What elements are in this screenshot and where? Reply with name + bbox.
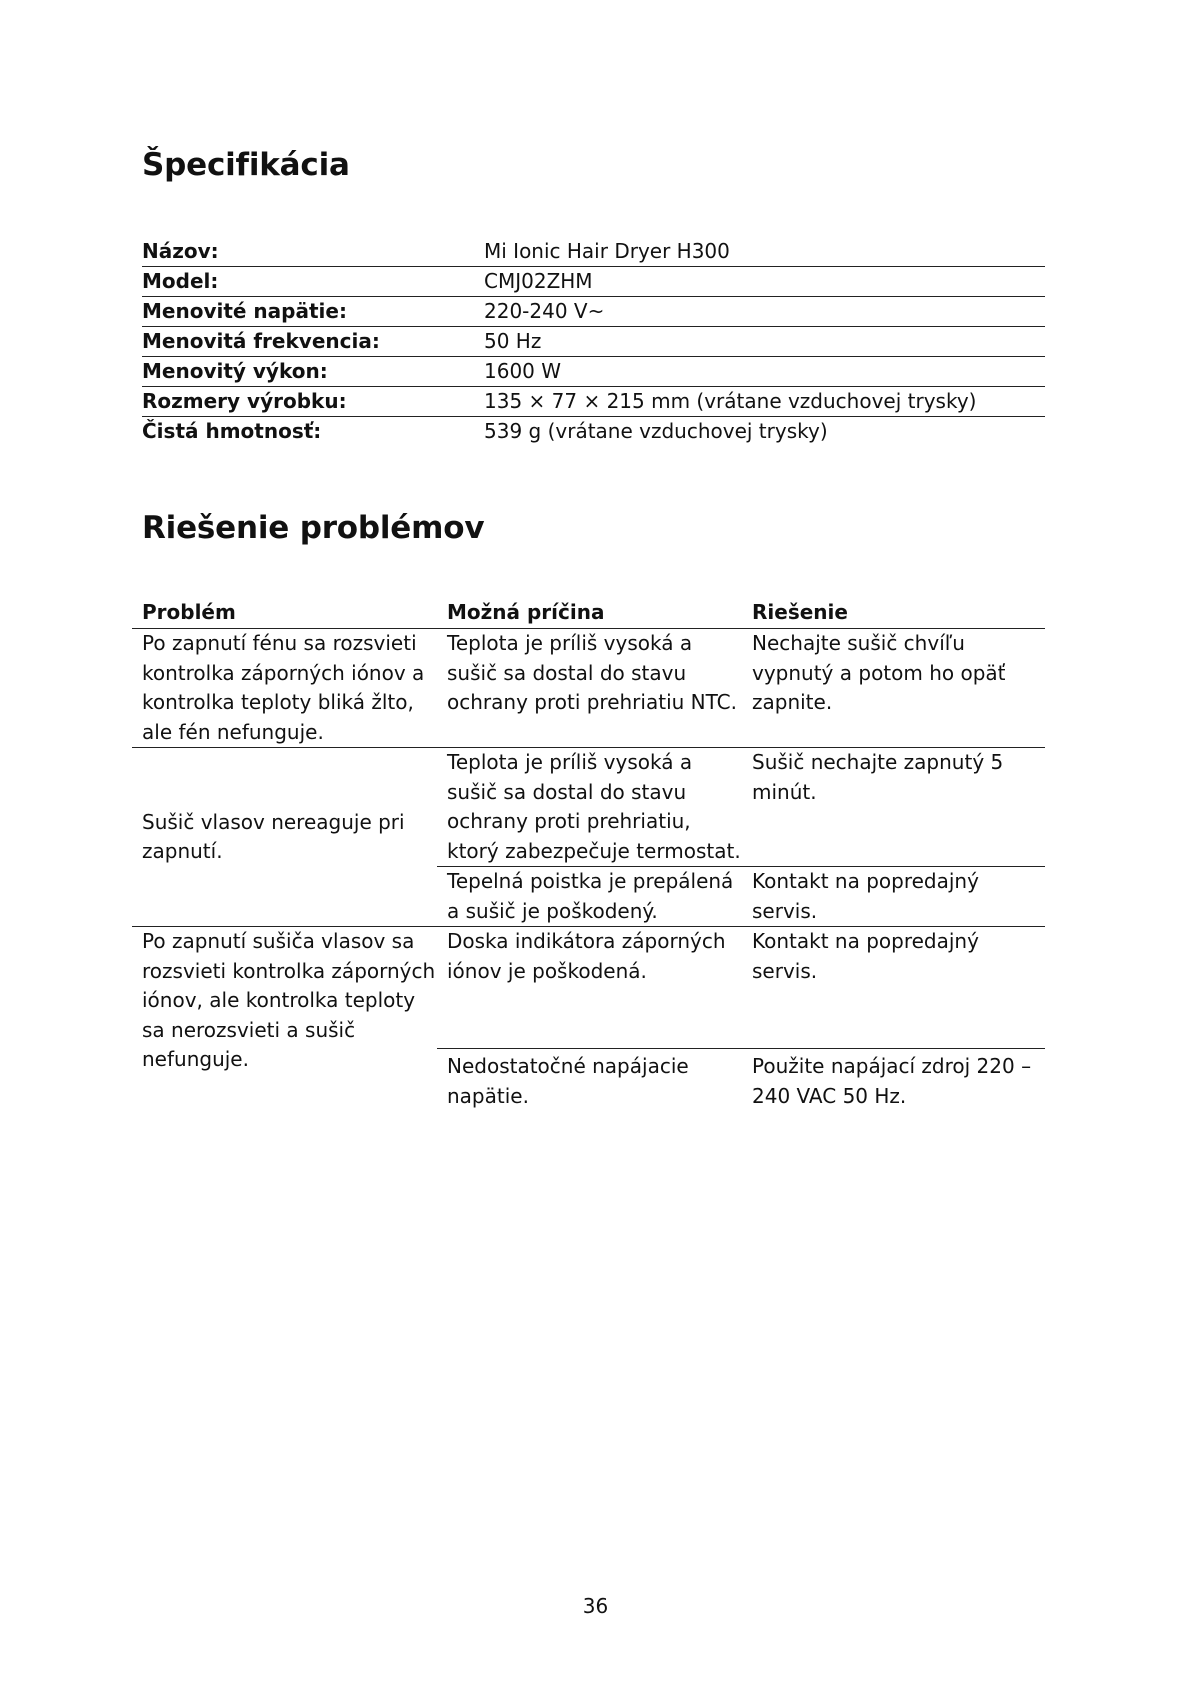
- solution-cell: Nechajte sušič chvíľu vypnutý a potom ho opäť zapnite.: [742, 629, 1045, 748]
- table-row: [132, 927, 1045, 1049]
- spec-value: 1600 W: [484, 357, 1045, 387]
- problem-cell: Sušič vlasov nereaguje pri zapnutí.: [132, 748, 437, 927]
- solution-cell: Kontakt na popredajný servis.: [742, 867, 1045, 927]
- spec-label: Čistá hmotnosť:: [142, 419, 322, 443]
- cause-cell: Tepelná poistka je prepálená a sušič je poškodený.: [437, 867, 742, 927]
- page-number: 36: [582, 1594, 609, 1618]
- cause-cell: Nedostatočné napájacie napätie.: [447, 1054, 689, 1108]
- solution-cell: Sušič nechajte zapnutý 5 minút.: [742, 748, 1045, 867]
- spec-label: Menovitá frekvencia:: [142, 327, 484, 357]
- problem-cell: Po zapnutí sušiča vlasov sa rozsvieti kontrolka záporných iónov, ale kontrolka teploty sa nerozsvieti a sušič nefunguje.: [142, 929, 436, 1071]
- cause-cell: Teplota je príliš vysoká a sušič sa dostal do stavu ochrany proti prehriatiu NTC.: [437, 629, 742, 748]
- spec-label: Názov:: [142, 237, 484, 267]
- spec-row: [142, 387, 1045, 417]
- spec-value: 220-240 V~: [484, 297, 1045, 327]
- spec-row: [142, 237, 1045, 267]
- spec-row: [142, 267, 1045, 297]
- spec-row: [142, 417, 1045, 447]
- column-header-cause: Možná príčina: [437, 598, 742, 629]
- spec-value: 135 × 77 × 215 mm (vrátane vzduchovej trysky): [484, 387, 1045, 417]
- spec-label: Menovité napätie:: [142, 297, 484, 327]
- table-row: [132, 748, 1045, 867]
- column-header-problem: Problém: [132, 598, 437, 629]
- table-header-row: [132, 598, 1045, 629]
- problem-cell: Po zapnutí fénu sa rozsvieti kontrolka záporných iónov a kontrolka teploty bliká žlto, ale fén nefunguje.: [132, 629, 437, 748]
- troubleshooting-heading: Riešenie problémov: [142, 510, 485, 546]
- cause-cell: Teplota je príliš vysoká a sušič sa dostal do stavu ochrany proti prehriatiu, ktorý zabezpečuje termostat.: [437, 748, 742, 867]
- solution-cell: Kontakt na popredajný servis.: [742, 927, 1045, 1049]
- spec-value: 539 g (vrátane vzduchovej trysky): [484, 419, 828, 443]
- table-row: [132, 629, 1045, 748]
- spec-value: CMJ02ZHM: [484, 267, 1045, 297]
- solution-cell: Použite napájací zdroj 220 – 240 VAC 50 Hz.: [752, 1054, 1032, 1108]
- spec-row: [142, 327, 1045, 357]
- spec-row: [142, 357, 1045, 387]
- spec-heading: Špecifikácia: [142, 147, 350, 183]
- cause-cell: Doska indikátora záporných iónov je poškodená.: [437, 927, 742, 1049]
- spec-label: Menovitý výkon:: [142, 357, 484, 387]
- spec-value: 50 Hz: [484, 327, 1045, 357]
- spec-table: [142, 237, 1045, 446]
- spec-label: Model:: [142, 267, 484, 297]
- column-header-solution: Riešenie: [742, 598, 1045, 629]
- spec-label: Rozmery výrobku:: [142, 387, 484, 417]
- spec-row: [142, 297, 1045, 327]
- troubleshooting-table: [132, 598, 1045, 1111]
- spec-value: Mi Ionic Hair Dryer H300: [484, 237, 1045, 267]
